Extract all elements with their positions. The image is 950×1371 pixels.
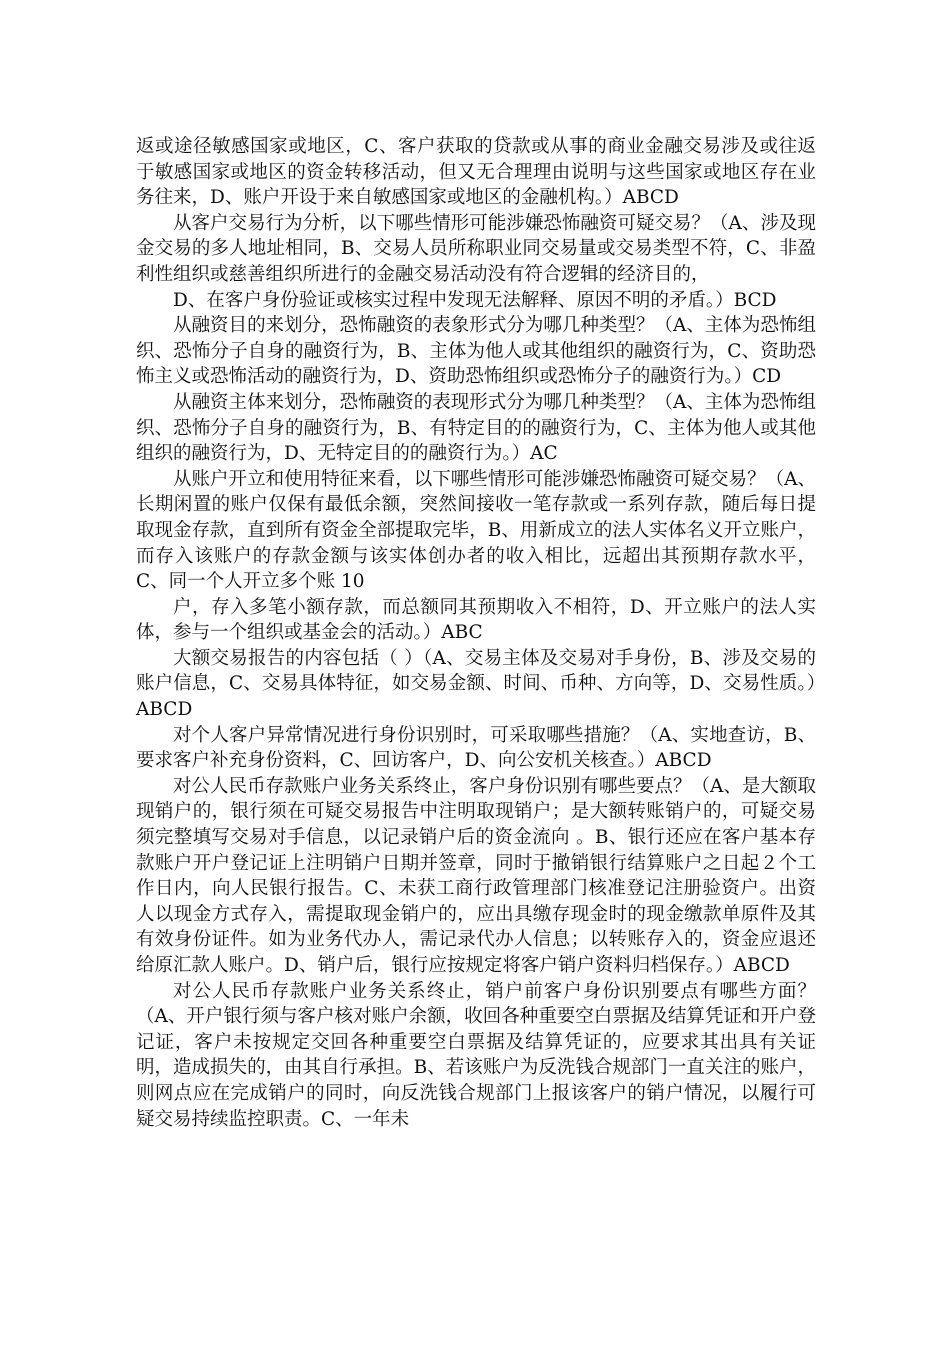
paragraph-9: 对个人客户异常情况进行身份识别时，可采取哪些措施？（A、实地查访，B、要求客户补充身份资料，C、回访客户，D、向公安机关核查。）ABCD [136,724,816,772]
paragraph-11: 对公人民币存款账户业务关系终止，销户前客户身份识别要点有哪些方面？（A、开户银行须与客户核对账户余额，收回各种重要空白票据及结算凭证和开户登记证，客户未按规定交回各种重要空白票据及结算凭证的，应要求其出具有关证明，造成损失的，由其自行承担。B、若该账户为反洗钱合规部门一直关注的账户，则网点应在完成销户的同时，向反洗钱合规部门上报该客户的销户情况，以履行可疑交易持续监控职责。C、一年未 [136,980,816,1130]
paragraph-5: 从融资主体来划分，恐怖融资的表现形式分为哪几种类型？（A、主体为恐怖组织、恐怖分子自身的融资行为，B、有特定目的的融资行为，C、主体为他人或其他组织的融资行为，D、无特定目的的融资行为。）AC [136,391,816,465]
paragraph-10: 对公人民币存款账户业务关系终止，客户身份识别有哪些要点？（A、是大额取现销户的，银行须在可疑交易报告中注明取现销户；是大额转账销户的，可疑交易须完整填写交易对手信息，以记录销户后的资金流向 。B、银行还应在客户基本存款账户开户登记证上注明销户日期并签章，同时于撤销银行结算账户之日起２个工作日内，向人民银行报告。C、未获工商行政管理部门核准登记注册验资户。出资人以现金方式存入，需提取现金销户的，应出具缴存现金时的现金缴款单原件及其有效身份证件。如为业务代办人，需记录代办人信息；以转账存入的，资金应退还给原汇款人账户。D、销户后，银行应按规定将客户销户资料归档保存。）ABCD [136,775,816,976]
paragraph-3: D、在客户身份验证或核实过程中发现无法解释、原因不明的矛盾。）BCD [173,289,777,311]
document-page [136,134,816,1132]
paragraph-7: 户，存入多笔小额存款，而总额同其预期收入不相符，D、开立账户的法人实体，参与一个组织或基金会的活动。）ABC [136,596,816,644]
paragraph-8: 大额交易报告的内容包括（ ）（A、交易主体及交易对手身份，B、涉及交易的账户信息，C、交易具体特征，如交易金额、时间、币种、方向等，D、交易性质。）ABCD [136,647,816,721]
paragraph-2: 从客户交易行为分析，以下哪些情形可能涉嫌恐怖融资可疑交易？（A、涉及现金交易的多人地址相同，B、交易人员所称职业同交易量或交易类型不符，C、非盈利性组织或慈善组织所进行的金融交易活动没有符合逻辑的经济目的， [136,212,816,285]
paragraph-1: 返或途径敏感国家或地区，C、客户获取的贷款或从事的商业金融交易涉及或往返于敏感国家或地区的资金转移活动，但又无合理理由说明与这些国家或地区存在业务往来，D、账户开设于来自敏感国家或地区的金融机构。）ABCD [136,136,816,209]
paragraph-4: 从融资目的来划分，恐怖融资的表象形式分为哪几种类型？（A、主体为恐怖组织、恐怖分子自身的融资行为，B、主体为他人或其他组织的融资行为，C、资助恐怖主义或恐怖活动的融资行为，D、资助恐怖组织或恐怖分子的融资行为。）CD [136,315,816,388]
paragraph-6: 从账户开立和使用特征来看，以下哪些情形可能涉嫌恐怖融资可疑交易？（A、长期闲置的账户仅保有最低余额，突然间接收一笔存款或一系列存款，随后每日提取现金存款，直到所有资金全部提取完毕，B、用新成立的法人实体名义开立账户，而存入该账户的存款金额与该实体创办者的收入相比，远超出其预期存款水平，C、同一个人开立多个账 10 [136,468,816,593]
